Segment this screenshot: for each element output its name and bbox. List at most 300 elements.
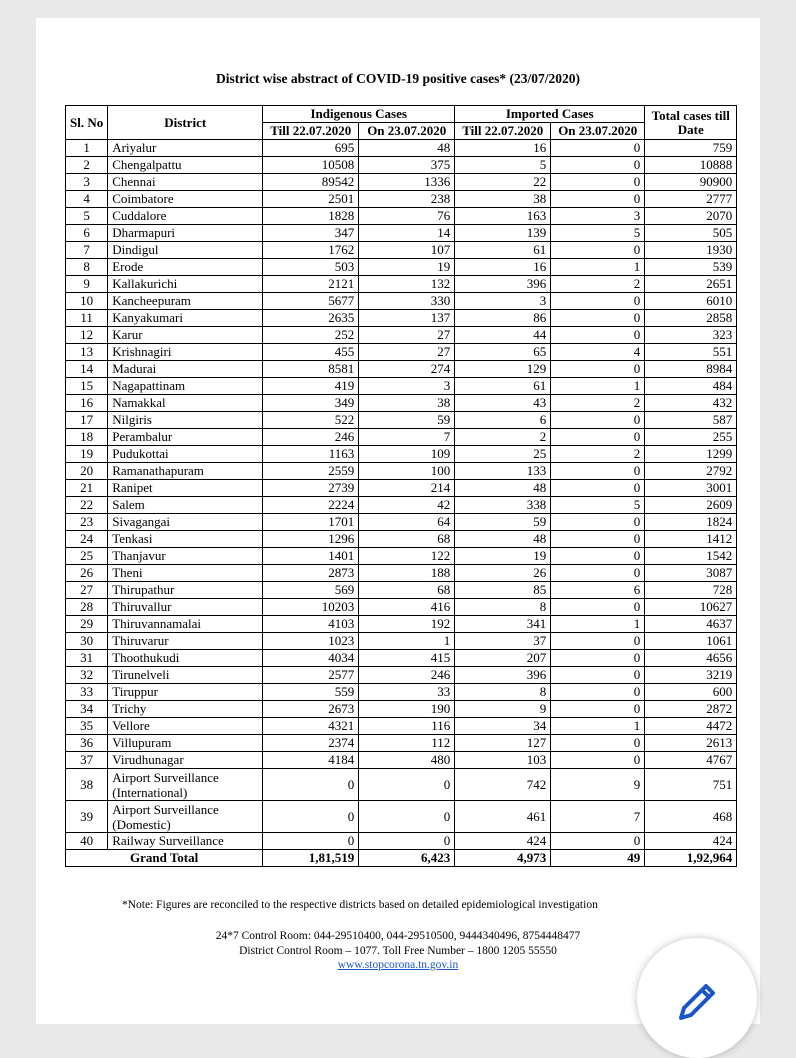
cell-indigenous-on: 375 xyxy=(359,157,455,174)
cell-sl-no: 18 xyxy=(66,429,108,446)
table-row xyxy=(66,497,737,514)
cell-indigenous-till: 2559 xyxy=(263,463,359,480)
cell-indigenous-till: 455 xyxy=(263,344,359,361)
cell-imported-till: 65 xyxy=(455,344,551,361)
cell-indigenous-till: 503 xyxy=(263,259,359,276)
table-row xyxy=(66,361,737,378)
cell-imported-on: 0 xyxy=(551,599,645,616)
cell-imported-till: 37 xyxy=(455,633,551,650)
cell-indigenous-on: 480 xyxy=(359,752,455,769)
table-row xyxy=(66,650,737,667)
cell-imported-till: 133 xyxy=(455,463,551,480)
table-row xyxy=(66,429,737,446)
cell-imported-till: 2 xyxy=(455,429,551,446)
cell-sl-no: 10 xyxy=(66,293,108,310)
cell-indigenous-till: 0 xyxy=(263,833,359,850)
header-indigenous-till: Till 22.07.2020 xyxy=(263,123,359,140)
cell-indigenous-on: 109 xyxy=(359,446,455,463)
cell-indigenous-till: 419 xyxy=(263,378,359,395)
header-total: Total cases till Date xyxy=(645,106,737,140)
cell-sl-no: 17 xyxy=(66,412,108,429)
table-row xyxy=(66,701,737,718)
cell-imported-till: 19 xyxy=(455,548,551,565)
header-indigenous: Indigenous Cases xyxy=(263,106,455,123)
cell-district: Ranipet xyxy=(108,480,263,497)
cell-indigenous-till: 89542 xyxy=(263,174,359,191)
table-row xyxy=(66,769,737,801)
cell-sl-no: 21 xyxy=(66,480,108,497)
cell-sl-no: 28 xyxy=(66,599,108,616)
cell-total: 2613 xyxy=(645,735,737,752)
cell-imported-till: 16 xyxy=(455,259,551,276)
cell-indigenous-on: 100 xyxy=(359,463,455,480)
cell-imported-on: 1 xyxy=(551,259,645,276)
cell-indigenous-on: 107 xyxy=(359,242,455,259)
cell-indigenous-till: 8581 xyxy=(263,361,359,378)
cell-imported-till: 48 xyxy=(455,480,551,497)
cell-imported-till: 207 xyxy=(455,650,551,667)
cell-sl-no: 26 xyxy=(66,565,108,582)
cell-imported-on: 3 xyxy=(551,208,645,225)
cell-imported-on: 1 xyxy=(551,616,645,633)
cell-indigenous-on: 132 xyxy=(359,276,455,293)
cell-imported-till: 424 xyxy=(455,833,551,850)
cell-total: 432 xyxy=(645,395,737,412)
cell-indigenous-till: 0 xyxy=(263,801,359,833)
cell-sl-no: 30 xyxy=(66,633,108,650)
cell-indigenous-on: 214 xyxy=(359,480,455,497)
cell-imported-till: 59 xyxy=(455,514,551,531)
header-imported: Imported Cases xyxy=(455,106,645,123)
cell-indigenous-till: 4034 xyxy=(263,650,359,667)
cell-imported-on: 7 xyxy=(551,801,645,833)
cell-indigenous-on: 0 xyxy=(359,769,455,801)
grand-total-imported-till: 4,973 xyxy=(455,850,551,867)
cell-total: 2872 xyxy=(645,701,737,718)
cell-sl-no: 25 xyxy=(66,548,108,565)
cell-imported-till: 34 xyxy=(455,718,551,735)
table-row xyxy=(66,276,737,293)
table-row xyxy=(66,718,737,735)
cell-district: Tenkasi xyxy=(108,531,263,548)
table-row xyxy=(66,344,737,361)
cell-imported-on: 0 xyxy=(551,412,645,429)
cell-imported-on: 0 xyxy=(551,242,645,259)
cell-indigenous-on: 59 xyxy=(359,412,455,429)
cell-indigenous-on: 0 xyxy=(359,801,455,833)
table-row xyxy=(66,446,737,463)
cell-district: Airport Surveillance (International) xyxy=(108,769,263,801)
cell-indigenous-on: 48 xyxy=(359,140,455,157)
cell-indigenous-till: 246 xyxy=(263,429,359,446)
cell-indigenous-till: 347 xyxy=(263,225,359,242)
cell-sl-no: 39 xyxy=(66,801,108,833)
cell-district: Kanyakumari xyxy=(108,310,263,327)
cell-total: 90900 xyxy=(645,174,737,191)
cell-indigenous-till: 5677 xyxy=(263,293,359,310)
cell-district: Thirupathur xyxy=(108,582,263,599)
cell-indigenous-till: 1828 xyxy=(263,208,359,225)
table-body xyxy=(66,140,737,867)
cell-district: Pudukottai xyxy=(108,446,263,463)
cell-district: Villupuram xyxy=(108,735,263,752)
cell-sl-no: 11 xyxy=(66,310,108,327)
cell-sl-no: 14 xyxy=(66,361,108,378)
cell-indigenous-till: 2635 xyxy=(263,310,359,327)
cell-imported-on: 5 xyxy=(551,225,645,242)
cell-total: 2651 xyxy=(645,276,737,293)
cell-indigenous-till: 252 xyxy=(263,327,359,344)
cell-district: Theni xyxy=(108,565,263,582)
cell-total: 3219 xyxy=(645,667,737,684)
cell-district: Kallakurichi xyxy=(108,276,263,293)
cell-imported-till: 396 xyxy=(455,276,551,293)
cell-indigenous-on: 76 xyxy=(359,208,455,225)
cell-sl-no: 33 xyxy=(66,684,108,701)
table-row xyxy=(66,310,737,327)
pencil-icon xyxy=(675,978,721,1024)
cell-indigenous-on: 188 xyxy=(359,565,455,582)
cell-sl-no: 6 xyxy=(66,225,108,242)
cell-indigenous-on: 33 xyxy=(359,684,455,701)
cell-imported-on: 0 xyxy=(551,310,645,327)
cell-imported-till: 43 xyxy=(455,395,551,412)
cell-imported-on: 4 xyxy=(551,344,645,361)
cell-indigenous-on: 3 xyxy=(359,378,455,395)
cell-indigenous-on: 415 xyxy=(359,650,455,667)
cell-district: Vellore xyxy=(108,718,263,735)
cell-indigenous-on: 27 xyxy=(359,327,455,344)
cell-indigenous-till: 4321 xyxy=(263,718,359,735)
cell-total: 539 xyxy=(645,259,737,276)
cell-indigenous-till: 10508 xyxy=(263,157,359,174)
cell-total: 3087 xyxy=(645,565,737,582)
cell-imported-on: 2 xyxy=(551,395,645,412)
cell-imported-till: 8 xyxy=(455,599,551,616)
cell-total: 551 xyxy=(645,344,737,361)
table-row xyxy=(66,208,737,225)
table-row xyxy=(66,293,737,310)
cell-imported-till: 129 xyxy=(455,361,551,378)
cell-district: Karur xyxy=(108,327,263,344)
grand-total-indigenous-on: 6,423 xyxy=(359,850,455,867)
cell-sl-no: 5 xyxy=(66,208,108,225)
cell-sl-no: 38 xyxy=(66,769,108,801)
table-row xyxy=(66,565,737,582)
table-row xyxy=(66,633,737,650)
table-row xyxy=(66,752,737,769)
cell-imported-till: 8 xyxy=(455,684,551,701)
cell-district: Krishnagiri xyxy=(108,344,263,361)
cell-imported-till: 461 xyxy=(455,801,551,833)
cell-total: 323 xyxy=(645,327,737,344)
cell-total: 424 xyxy=(645,833,737,850)
cell-indigenous-on: 42 xyxy=(359,497,455,514)
cell-district: Thoothukudi xyxy=(108,650,263,667)
cell-sl-no: 3 xyxy=(66,174,108,191)
table-row xyxy=(66,225,737,242)
cell-total: 1824 xyxy=(645,514,737,531)
cell-imported-till: 25 xyxy=(455,446,551,463)
table-row xyxy=(66,140,737,157)
grand-total-imported-on: 49 xyxy=(551,850,645,867)
table-row xyxy=(66,684,737,701)
cell-indigenous-on: 116 xyxy=(359,718,455,735)
table-row xyxy=(66,463,737,480)
cell-imported-on: 5 xyxy=(551,497,645,514)
cell-sl-no: 27 xyxy=(66,582,108,599)
cell-imported-on: 0 xyxy=(551,735,645,752)
cell-imported-till: 742 xyxy=(455,769,551,801)
table-row xyxy=(66,378,737,395)
cell-total: 4767 xyxy=(645,752,737,769)
cell-indigenous-till: 2224 xyxy=(263,497,359,514)
cell-imported-on: 0 xyxy=(551,361,645,378)
cell-sl-no: 4 xyxy=(66,191,108,208)
cell-imported-on: 0 xyxy=(551,752,645,769)
cell-indigenous-till: 569 xyxy=(263,582,359,599)
table-row xyxy=(66,514,737,531)
cell-district: Cuddalore xyxy=(108,208,263,225)
cell-imported-on: 0 xyxy=(551,174,645,191)
cell-district: Chengalpattu xyxy=(108,157,263,174)
cell-imported-on: 0 xyxy=(551,701,645,718)
cell-imported-on: 0 xyxy=(551,650,645,667)
cell-district: Madurai xyxy=(108,361,263,378)
grand-total-all: 1,92,964 xyxy=(645,850,737,867)
table-row xyxy=(66,480,737,497)
cell-district: Airport Surveillance (Domestic) xyxy=(108,801,263,833)
cell-imported-till: 127 xyxy=(455,735,551,752)
cell-imported-on: 0 xyxy=(551,684,645,701)
cell-district: Erode xyxy=(108,259,263,276)
cell-imported-till: 9 xyxy=(455,701,551,718)
cell-sl-no: 32 xyxy=(66,667,108,684)
table-row xyxy=(66,259,737,276)
cell-indigenous-till: 695 xyxy=(263,140,359,157)
cell-sl-no: 37 xyxy=(66,752,108,769)
cell-total: 6010 xyxy=(645,293,737,310)
cell-total: 1061 xyxy=(645,633,737,650)
covid-cases-table xyxy=(65,105,737,867)
cell-total: 484 xyxy=(645,378,737,395)
cell-district: Thiruvarur xyxy=(108,633,263,650)
cell-sl-no: 2 xyxy=(66,157,108,174)
edit-button[interactable] xyxy=(637,938,757,1058)
cell-indigenous-on: 246 xyxy=(359,667,455,684)
cell-district: Ariyalur xyxy=(108,140,263,157)
cell-imported-on: 0 xyxy=(551,565,645,582)
cell-district: Thiruvallur xyxy=(108,599,263,616)
cell-indigenous-on: 14 xyxy=(359,225,455,242)
cell-indigenous-on: 64 xyxy=(359,514,455,531)
table-row xyxy=(66,327,737,344)
cell-imported-on: 2 xyxy=(551,446,645,463)
cell-imported-on: 0 xyxy=(551,548,645,565)
table-row xyxy=(66,582,737,599)
cell-imported-on: 0 xyxy=(551,633,645,650)
cell-sl-no: 23 xyxy=(66,514,108,531)
cell-indigenous-on: 68 xyxy=(359,531,455,548)
cell-imported-on: 0 xyxy=(551,429,645,446)
cell-imported-till: 16 xyxy=(455,140,551,157)
cell-indigenous-on: 38 xyxy=(359,395,455,412)
cell-imported-on: 0 xyxy=(551,667,645,684)
cell-imported-till: 341 xyxy=(455,616,551,633)
header-sl-no: Sl. No xyxy=(66,106,108,140)
cell-imported-till: 44 xyxy=(455,327,551,344)
cell-district: Namakkal xyxy=(108,395,263,412)
table-row xyxy=(66,667,737,684)
table-row xyxy=(66,174,737,191)
cell-imported-till: 338 xyxy=(455,497,551,514)
cell-indigenous-till: 2739 xyxy=(263,480,359,497)
cell-imported-till: 103 xyxy=(455,752,551,769)
table-row xyxy=(66,599,737,616)
cell-indigenous-till: 10203 xyxy=(263,599,359,616)
table-row xyxy=(66,531,737,548)
table-row xyxy=(66,395,737,412)
cell-sl-no: 7 xyxy=(66,242,108,259)
cell-total: 1930 xyxy=(645,242,737,259)
cell-total: 4637 xyxy=(645,616,737,633)
table-row xyxy=(66,833,737,850)
cell-indigenous-till: 0 xyxy=(263,769,359,801)
cell-total: 600 xyxy=(645,684,737,701)
cell-total: 10888 xyxy=(645,157,737,174)
cell-imported-on: 0 xyxy=(551,327,645,344)
cell-imported-on: 2 xyxy=(551,276,645,293)
cell-indigenous-on: 112 xyxy=(359,735,455,752)
cell-imported-till: 61 xyxy=(455,378,551,395)
cell-indigenous-till: 2374 xyxy=(263,735,359,752)
cell-indigenous-till: 2577 xyxy=(263,667,359,684)
cell-indigenous-till: 2121 xyxy=(263,276,359,293)
cell-imported-till: 396 xyxy=(455,667,551,684)
cell-indigenous-on: 192 xyxy=(359,616,455,633)
cell-district: Sivagangai xyxy=(108,514,263,531)
cell-imported-till: 5 xyxy=(455,157,551,174)
cell-indigenous-on: 330 xyxy=(359,293,455,310)
cell-district: Kancheepuram xyxy=(108,293,263,310)
cell-total: 2609 xyxy=(645,497,737,514)
header-indigenous-on: On 23.07.2020 xyxy=(359,123,455,140)
cell-indigenous-on: 190 xyxy=(359,701,455,718)
cell-total: 4656 xyxy=(645,650,737,667)
cell-imported-on: 0 xyxy=(551,514,645,531)
control-room-numbers: 24*7 Control Room: 044-29510400, 044-29510500, 9444340496, 8754448477 xyxy=(215,930,581,942)
grand-total-indigenous-till: 1,81,519 xyxy=(263,850,359,867)
cell-indigenous-till: 4103 xyxy=(263,616,359,633)
cell-total: 3001 xyxy=(645,480,737,497)
cell-imported-till: 48 xyxy=(455,531,551,548)
cell-total: 587 xyxy=(645,412,737,429)
cell-district: Thanjavur xyxy=(108,548,263,565)
cell-total: 759 xyxy=(645,140,737,157)
cell-district: Nagapattinam xyxy=(108,378,263,395)
cell-indigenous-till: 1762 xyxy=(263,242,359,259)
cell-sl-no: 12 xyxy=(66,327,108,344)
header-imported-till: Till 22.07.2020 xyxy=(455,123,551,140)
cell-district: Dindigul xyxy=(108,242,263,259)
cell-total: 2070 xyxy=(645,208,737,225)
cell-indigenous-on: 238 xyxy=(359,191,455,208)
cell-indigenous-on: 274 xyxy=(359,361,455,378)
cell-district: Thiruvannamalai xyxy=(108,616,263,633)
table-row xyxy=(66,548,737,565)
cell-district: Coimbatore xyxy=(108,191,263,208)
cell-total: 255 xyxy=(645,429,737,446)
cell-total: 8984 xyxy=(645,361,737,378)
cell-total: 4472 xyxy=(645,718,737,735)
cell-sl-no: 36 xyxy=(66,735,108,752)
cell-indigenous-till: 349 xyxy=(263,395,359,412)
cell-indigenous-on: 416 xyxy=(359,599,455,616)
cell-indigenous-on: 122 xyxy=(359,548,455,565)
cell-indigenous-till: 2873 xyxy=(263,565,359,582)
cell-imported-till: 85 xyxy=(455,582,551,599)
cell-indigenous-on: 1 xyxy=(359,633,455,650)
cell-indigenous-till: 2501 xyxy=(263,191,359,208)
cell-total: 1299 xyxy=(645,446,737,463)
cell-district: Railway Surveillance xyxy=(108,833,263,850)
cell-total: 1542 xyxy=(645,548,737,565)
cell-imported-on: 0 xyxy=(551,531,645,548)
header-imported-on: On 23.07.2020 xyxy=(551,123,645,140)
table-row xyxy=(66,735,737,752)
cell-total: 2777 xyxy=(645,191,737,208)
cell-indigenous-on: 1336 xyxy=(359,174,455,191)
cell-indigenous-on: 137 xyxy=(359,310,455,327)
website-link[interactable]: www.stopcorona.tn.gov.in xyxy=(337,959,459,971)
cell-imported-on: 6 xyxy=(551,582,645,599)
table-row xyxy=(66,616,737,633)
cell-imported-on: 0 xyxy=(551,157,645,174)
cell-imported-till: 22 xyxy=(455,174,551,191)
cell-imported-till: 6 xyxy=(455,412,551,429)
cell-sl-no: 24 xyxy=(66,531,108,548)
cell-sl-no: 15 xyxy=(66,378,108,395)
cell-imported-on: 1 xyxy=(551,718,645,735)
cell-imported-on: 1 xyxy=(551,378,645,395)
cell-imported-till: 38 xyxy=(455,191,551,208)
cell-total: 468 xyxy=(645,801,737,833)
cell-sl-no: 22 xyxy=(66,497,108,514)
cell-sl-no: 35 xyxy=(66,718,108,735)
cell-sl-no: 34 xyxy=(66,701,108,718)
cell-total: 1412 xyxy=(645,531,737,548)
cell-sl-no: 13 xyxy=(66,344,108,361)
cell-imported-till: 163 xyxy=(455,208,551,225)
cell-imported-on: 0 xyxy=(551,463,645,480)
cell-district: Perambalur xyxy=(108,429,263,446)
cell-sl-no: 9 xyxy=(66,276,108,293)
cell-imported-on: 9 xyxy=(551,769,645,801)
cell-sl-no: 19 xyxy=(66,446,108,463)
footnote: *Note: Figures are reconciled to the respective districts based on detailed epidemiological investigation xyxy=(122,899,598,911)
cell-total: 728 xyxy=(645,582,737,599)
cell-imported-till: 26 xyxy=(455,565,551,582)
cell-indigenous-till: 1023 xyxy=(263,633,359,650)
cell-imported-on: 0 xyxy=(551,833,645,850)
cell-district: Virudhunagar xyxy=(108,752,263,769)
cell-district: Salem xyxy=(108,497,263,514)
cell-imported-on: 0 xyxy=(551,191,645,208)
cell-indigenous-till: 1401 xyxy=(263,548,359,565)
cell-imported-on: 0 xyxy=(551,480,645,497)
cell-total: 10627 xyxy=(645,599,737,616)
table-row xyxy=(66,242,737,259)
